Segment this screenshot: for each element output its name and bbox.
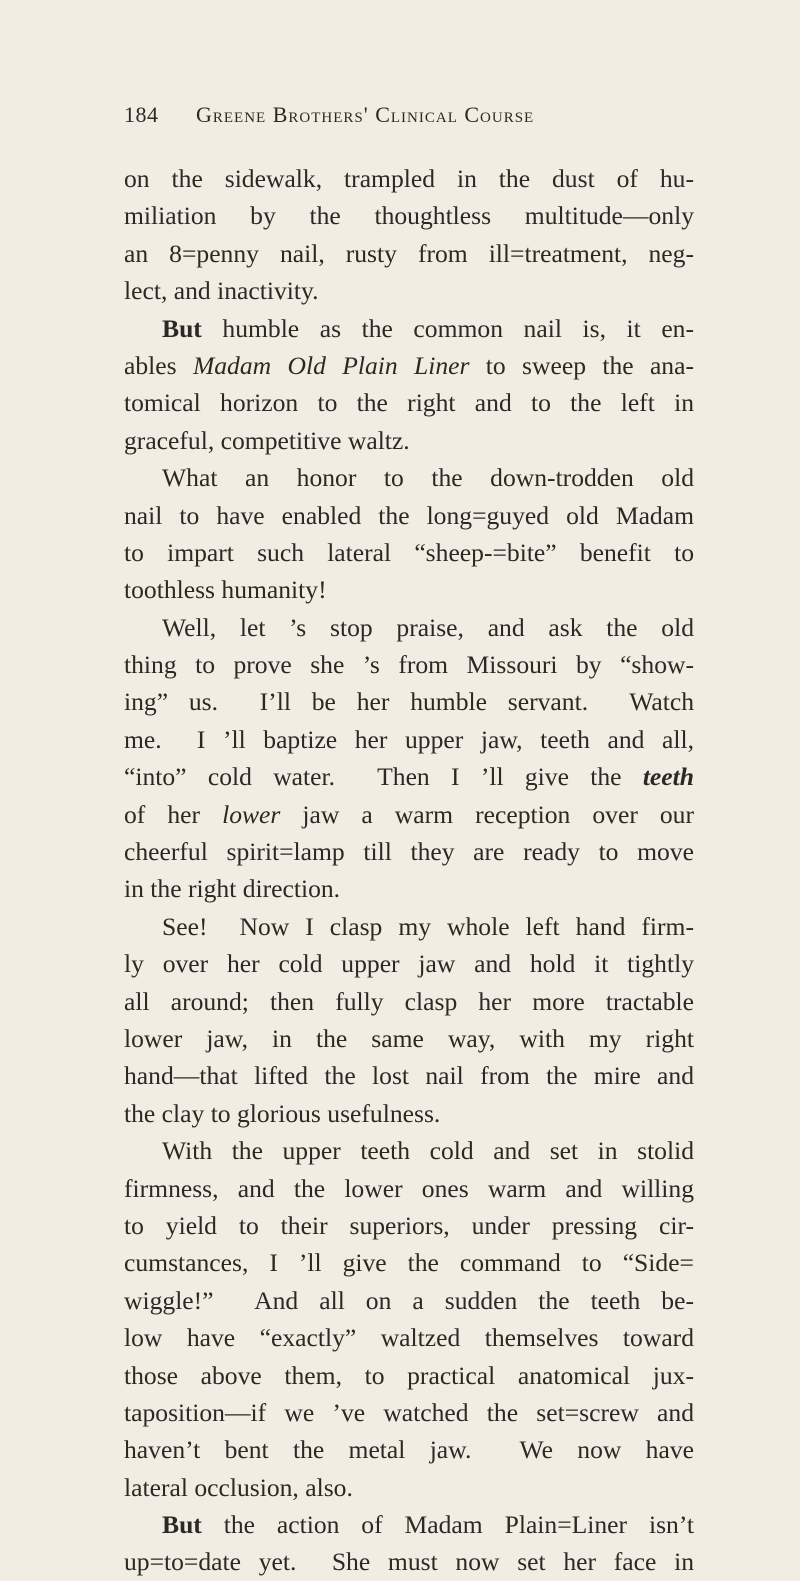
text-line xyxy=(124,833,694,870)
text-line xyxy=(124,235,694,272)
text-segment: ly over her cold upper jaw and hold it tightly xyxy=(124,949,694,979)
text-line xyxy=(124,908,694,945)
text-line xyxy=(124,1431,694,1468)
page-number: 184 xyxy=(124,102,159,127)
text-segment: What an honor to the down-trodden old xyxy=(162,463,694,493)
text-segment: low have “exactly” waltzed themselves toward xyxy=(124,1323,694,1353)
text-segment: lect, and inactivity. xyxy=(124,276,319,306)
text-segment: all around; then fully clasp her more tractable xyxy=(124,986,694,1016)
text-segment: taposition—if we ’ve watched the set=screw and xyxy=(124,1397,694,1427)
text-segment: With the upper teeth cold and set in stolid xyxy=(162,1136,694,1166)
text-line xyxy=(124,1244,694,1281)
text-line xyxy=(124,272,694,309)
text-line xyxy=(124,983,694,1020)
text-line xyxy=(124,384,694,421)
text-line xyxy=(124,870,694,907)
text-segment: toothless humanity! xyxy=(124,575,327,605)
text-line xyxy=(124,1543,694,1580)
body-text xyxy=(124,160,694,1581)
text-segment: haven’t bent the metal jaw. We now have xyxy=(124,1435,694,1465)
text-line xyxy=(124,1020,694,1057)
text-line xyxy=(124,683,694,720)
text-line xyxy=(124,160,694,197)
text-line xyxy=(124,1319,694,1356)
text-segment: ables xyxy=(124,350,193,380)
text-segment: to impart such lateral “sheep-=bite” benefit to xyxy=(124,537,694,567)
text-segment: of her xyxy=(124,799,223,829)
text-segment: thing to prove she ’s from Missouri by “show- xyxy=(124,650,694,680)
text-segment: wiggle!” And all on a sudden the teeth be- xyxy=(124,1285,694,1315)
text-segment: ing” us. I’ll be her humble servant. Watch xyxy=(124,687,694,717)
text-segment: But xyxy=(162,1510,202,1540)
text-segment: humble as the common nail is, it en- xyxy=(201,313,694,343)
text-line xyxy=(124,571,694,608)
text-line xyxy=(124,197,694,234)
text-segment: the clay to glorious usefulness. xyxy=(124,1098,441,1128)
text-line xyxy=(124,422,694,459)
text-segment: an 8=penny nail, rusty from ill=treatment, neg- xyxy=(124,238,694,268)
text-line xyxy=(124,1394,694,1431)
text-segment: lower xyxy=(222,799,281,829)
page-header xyxy=(124,98,694,134)
text-segment: cumstances, I ’ll give the command to “Side= xyxy=(124,1248,694,1278)
text-line xyxy=(124,1506,694,1543)
text-segment: on the sidewalk, trampled in the dust of hu- xyxy=(124,164,694,193)
text-segment: miliation by the thoughtless multitude—only xyxy=(124,201,694,231)
text-line xyxy=(124,945,694,982)
text-segment: But xyxy=(162,313,202,343)
text-segment: me. I ’ll baptize her upper jaw, teeth and all, xyxy=(124,724,694,754)
text-line xyxy=(124,310,694,347)
text-segment: Madam Old Plain Liner xyxy=(192,350,470,380)
text-line xyxy=(124,646,694,683)
text-line xyxy=(124,1357,694,1394)
text-segment: those above them, to practical anatomical jux- xyxy=(124,1360,694,1390)
text-segment: the action of Madam Plain=Liner isn’t xyxy=(201,1510,694,1540)
running-head: Greene Brothers' Clinical Course xyxy=(196,102,535,127)
text-line xyxy=(124,1469,694,1506)
text-segment: graceful, competitive waltz. xyxy=(124,425,410,455)
text-segment: up=to=date yet. She must now set her face in xyxy=(124,1547,694,1577)
text-segment: to yield to their superiors, under pressing cir- xyxy=(124,1210,694,1240)
text-segment: in the right direction. xyxy=(124,874,341,904)
text-line xyxy=(124,1282,694,1319)
text-segment: lateral occlusion, also. xyxy=(124,1472,353,1502)
text-segment: cheerful spirit=lamp till they are ready to move xyxy=(124,837,694,867)
text-line xyxy=(124,459,694,496)
text-line xyxy=(124,1057,694,1094)
text-line xyxy=(124,758,694,795)
text-segment: tomical horizon to the right and to the left in xyxy=(124,388,694,418)
text-line xyxy=(124,1207,694,1244)
text-segment: firmness, and the lower ones warm and willing xyxy=(124,1173,694,1203)
text-line xyxy=(124,347,694,384)
text-line xyxy=(124,1095,694,1132)
text-line xyxy=(124,1132,694,1169)
text-line xyxy=(124,721,694,758)
text-line xyxy=(124,796,694,833)
text-segment: “into” cold water. Then I ’ll give the xyxy=(124,762,643,792)
text-segment: See! Now I clasp my whole left hand firm- xyxy=(162,911,694,941)
text-segment: nail to have enabled the long=guyed old Madam xyxy=(124,500,694,530)
text-segment: to sweep the ana- xyxy=(469,350,694,380)
text-line xyxy=(124,1170,694,1207)
text-line xyxy=(124,497,694,534)
text-segment: Well, let ’s stop praise, and ask the old xyxy=(162,612,694,642)
text-segment: hand—that lifted the lost nail from the mire and xyxy=(124,1061,694,1091)
text-segment: lower jaw, in the same way, with my right xyxy=(124,1023,694,1053)
text-line xyxy=(124,534,694,571)
text-segment: jaw a warm reception over our xyxy=(280,799,694,829)
text-line xyxy=(124,609,694,646)
text-segment: teeth xyxy=(642,762,694,792)
